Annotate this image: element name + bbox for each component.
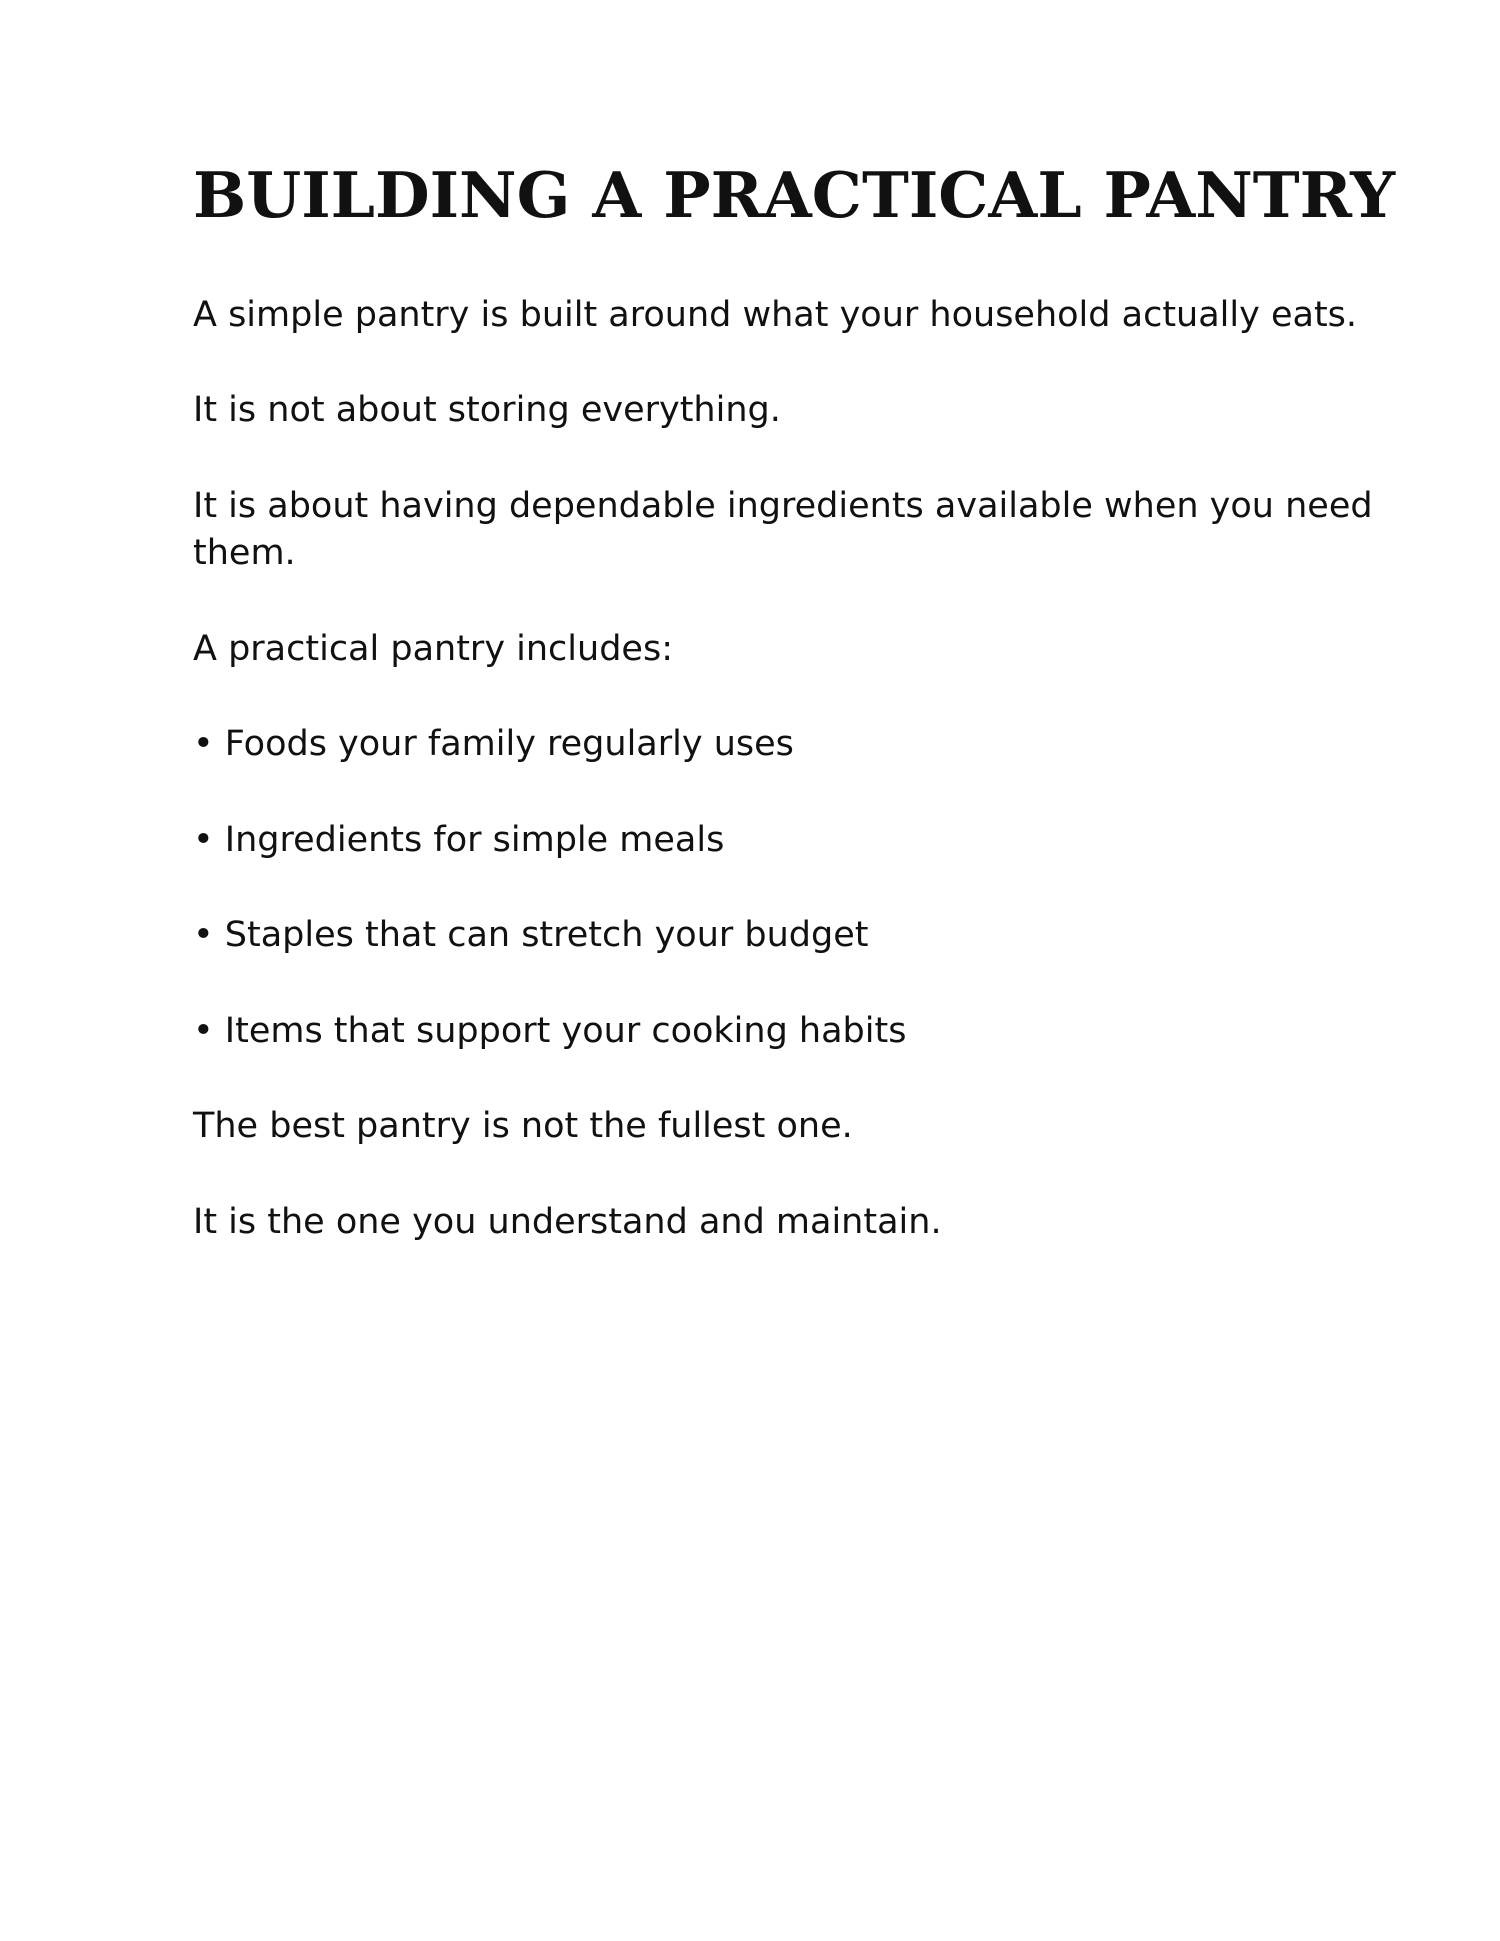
paragraph-not-storing: It is not about storing everything. xyxy=(193,390,781,430)
list-intro: A practical pantry includes: xyxy=(193,629,673,669)
list-item: • Staples that can stretch your budget xyxy=(193,915,869,955)
paragraph-dependable-line-1: It is about having dependable ingredients available when you need xyxy=(193,486,1373,526)
page-title: BUILDING A PRACTICAL PANTRY xyxy=(193,158,1396,232)
paragraph-dependable-line-2: them. xyxy=(193,533,296,573)
closing-line-2: It is the one you understand and maintain. xyxy=(193,1202,942,1242)
list-item: • Foods your family regularly uses xyxy=(193,724,794,764)
list-item: • Items that support your cooking habits xyxy=(193,1011,907,1051)
list-item: • Ingredients for simple meals xyxy=(193,820,725,860)
closing-line-1: The best pantry is not the fullest one. xyxy=(193,1106,853,1146)
intro-paragraph: A simple pantry is built around what your household actually eats. xyxy=(193,295,1358,335)
